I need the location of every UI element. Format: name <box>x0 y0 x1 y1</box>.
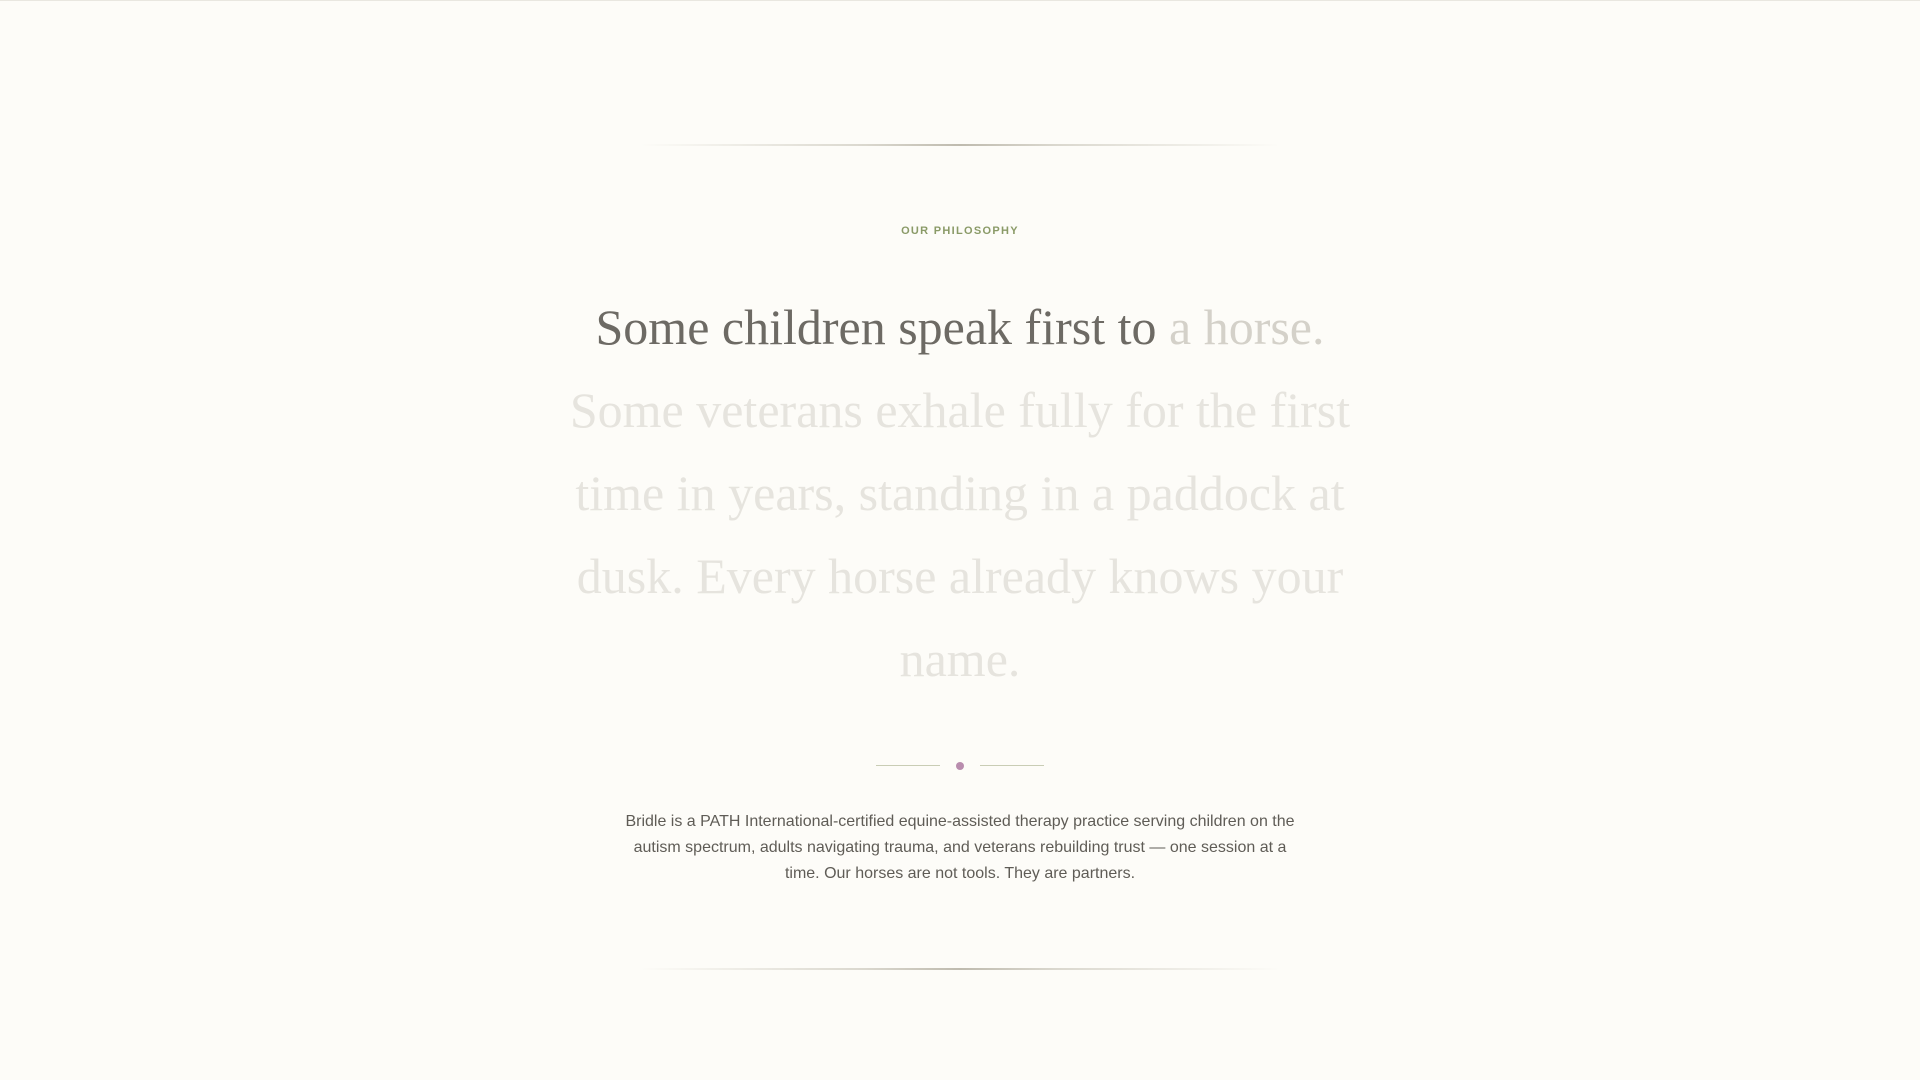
headline-read-text: Some children speak first to <box>595 299 1157 355</box>
section-bottom-rule <box>640 968 1280 970</box>
section-eyebrow: OUR PHILOSOPHY <box>901 225 1019 237</box>
philosophy-body-text: Bridle is a PATH International-certified equine-assisted therapy practice serving children on the autism spectrum, adults navigating trauma, and veterans rebuilding trust — one session at a time. Our horses are not tools. They are partners. <box>625 813 1295 882</box>
divider-dot-icon <box>956 762 964 770</box>
section-top-rule <box>640 144 1280 146</box>
divider-line-right <box>980 765 1044 766</box>
headline-reading-text: a horse. <box>1169 299 1325 355</box>
philosophy-headline <box>540 286 1380 701</box>
divider-line-left <box>876 765 940 766</box>
ornamental-divider <box>876 760 1044 772</box>
headline-unread-text: Some veterans exhale fully for the first time in years, standing in a paddock at dusk. Every horse already knows your name. <box>569 382 1351 687</box>
